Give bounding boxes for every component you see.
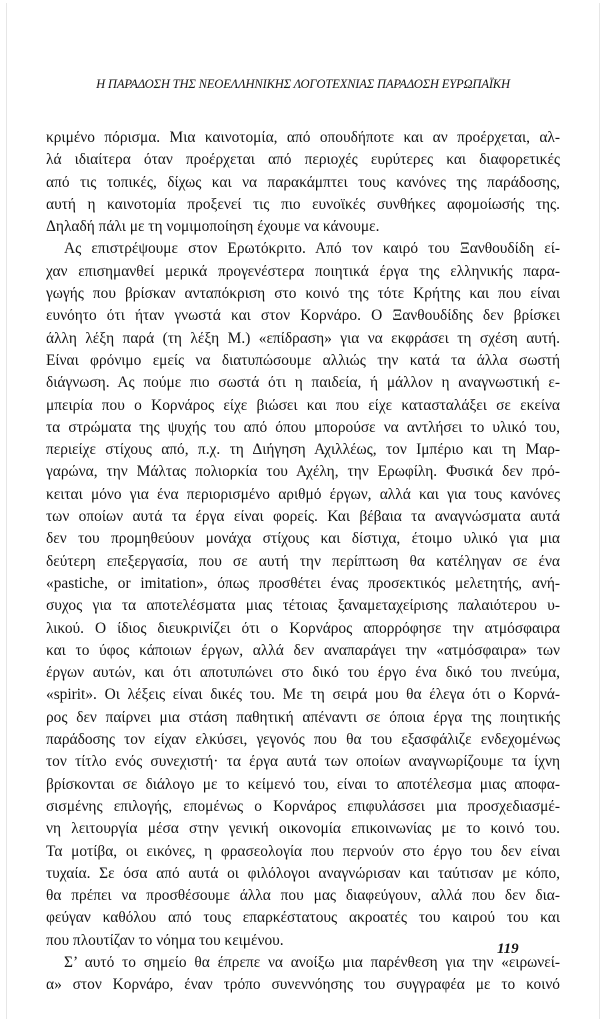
text-line: δεν του προμηθεύουν μονάχα στίχους και δίστιχα, έτοιμο υλικό για μια — [46, 530, 560, 548]
text-line: Είναι φρόνιμο εμείς να διατυπώσουμε αλλιώς την κατά τα άλλα σωστή — [46, 351, 560, 369]
text-line: «spirit». Οι λέξεις είναι δικές του. Με τη σειρά μου θα έλεγα ότι ο Κορνά- — [46, 686, 560, 704]
text-line: κριμένο πόρισμα. Μια καινοτομία, από οπουδήποτε και αν προέρχεται, αλ- — [46, 129, 560, 146]
text-line: παράδοσης τον είχαν ελκύσει, γεγονός που θα του εξασφάλιζε ενδεχομένως — [46, 731, 560, 749]
text-line: φεύγαν καθόλου από τους επαρκέστατους ακροατές του καιρού του και — [46, 909, 560, 927]
running-head: Η ΠΑΡΑΔΟΣΗ ΤΗΣ ΝΕΟΕΛΛΗΝΙΚΗΣ ΛΟΓΟΤΕΧΝΙΑΣ ΠΑΡΑΔΟΣΗ ΕΥΡΩΠΑΪΚΗ — [96, 77, 510, 91]
text-line: θα πρέπει να προσθέσουμε άλλα που μας διαφεύγουν, αλλά που δεν δια- — [46, 887, 560, 905]
text-line: τον τίτλο ενός συνεχιστή· τα έργα αυτά των οποίων αναγνωρίζουμε τα ίχνη — [46, 753, 560, 771]
text-line: Δηλαδή πάλι με τη νομιμοποίηση έχουμε να κάνουμε. — [46, 218, 380, 236]
text-line: ρος δεν παίρνει μια στάση παθητική απέναντι σε όποια έργα της ποιητικής — [46, 708, 560, 726]
text-line: περιείχε στίχους από, π.χ. τη Διήγηση Αχιλλέως, τον Ιμπέριο και τη Μαρ- — [46, 441, 560, 459]
text-line: τα στρώματα της ψυχής του από όπου μπορούσε να αντλήσει το υλικό του, — [46, 418, 560, 436]
text-line: Τα μοτίβα, οι εικόνες, η φρασεολογία που περνούν στο έργο του δεν είναι — [46, 842, 560, 860]
text-line: αυτή η καινοτομία προξενεί τις πιο ευνοϊκές συνθήκες αφομοίωσής της. — [46, 195, 560, 213]
text-line: άλλη λέξη παρά (τη λέξη Μ.) «επίδραση» για να εκφράσει τη σχέση αυτή. — [46, 329, 560, 347]
body-text — [46, 127, 560, 997]
text-line: «pastiche, or imitation», όπως προσθέτει ένας προσεκτικός μελετητής, ανή- — [46, 574, 560, 592]
text-line: σισμένης επιλογής, επομένως ο Κορνάρος επιφυλάσσει μια προσχεδιασμέ- — [46, 797, 560, 815]
text-line: λά ιδιαίτερα όταν προέρχεται από περιοχές ευρύτερες και διαφορετικές — [46, 151, 560, 169]
text-line: νη λειτουργία μέσα στην γενική οικονομία επικοινωνίας με το κοινό του. — [46, 820, 560, 838]
text-line: α» στον Κορνάρο, έναν τρόπο συνεννόησης του συγγραφέα με το κοινό — [46, 976, 560, 994]
text-line: κειται μόνο για ένα περιορισμένο αριθμό έργων, αλλά και για τους κανόνες — [46, 485, 560, 503]
text-line: βρίσκονται σε διάλογο με το κείμενό του, είναι το αποτέλεσμα μιας αποφα- — [46, 775, 560, 793]
text-line: ευνόητο ότι ήταν γνωστά και στον Κορνάρο. Ο Ξανθουδίδης δεν βρίσκει — [46, 307, 560, 325]
paragraph-first-line: Ας επιστρέψουμε στον Ερωτόκριτο. Από τον καιρό του Ξανθουδίδη εί- — [64, 240, 560, 258]
text-line: γωγής που βρίσκαν ανταπόκριση στο κοινό της τότε Κρήτης και που είναι — [46, 285, 560, 303]
text-line: μπειρία που ο Κορνάρος είχε βιώσει και που είχε κατασταλάξει σε εκείνα — [46, 396, 560, 414]
text-line: χαν επισημανθεί μερικά προγενέστερα ποιητικά έργα της ελληνικής παρα- — [46, 262, 560, 280]
paragraph-first-line: Σ’ αυτό το σημείο θα έπρεπε να ανοίξω μια παρένθεση για την «ειρωνεί- — [64, 953, 560, 971]
text-line: και το ύφος κάποιων έργων, αλλά δεν αναπαράγει την «ατμόσφαιρα» των — [46, 641, 560, 659]
text-line: λικού. Ο ίδιος διευκρινίζει ότι ο Κορνάρος απορρόφησε την ατμόσφαιρα — [46, 619, 560, 637]
text-line: έργων αυτών, και ότι αποτυπώνει στο δικό του έργο ένα δικό του πνεύμα, — [46, 664, 560, 682]
text-line: γαρώνα, την Μάλτας πολιορκία του Αχέλη, την Ερωφίλη. Φυσικά δεν πρό- — [46, 463, 560, 481]
text-line: από τις τοπικές, δίχως και να παρακάμπτει τους κανόνες της παράδοσης, — [46, 173, 560, 191]
text-line: των οποίων αυτά τα έργα είναι φορείς. Και βέβαια τα αναγνώσματα αυτά — [46, 508, 560, 526]
text-line: που πλουτίζαν το νόημα του κειμένου. — [46, 931, 284, 949]
page-number: 119 — [497, 941, 519, 957]
text-line: τυχαία. Σε όσα από αυτά οι φιλόλογοι αναγνώρισαν και ταύτισαν με κόπο, — [46, 864, 560, 882]
text-line: διάγνωση. Ας πούμε πιο σωστά ότι η παιδεία, ή μάλλον η αναγνωστική ε- — [46, 374, 560, 392]
text-line: δεύτερη επεξεργασία, που σε αυτή την περίπτωση θα κατέληγαν σε ένα — [46, 552, 560, 570]
text-line: συχος για τα αποτελέσματα μιας τέτοιας ξαναμεταχείρισης παλαιότερου υ- — [46, 597, 560, 615]
